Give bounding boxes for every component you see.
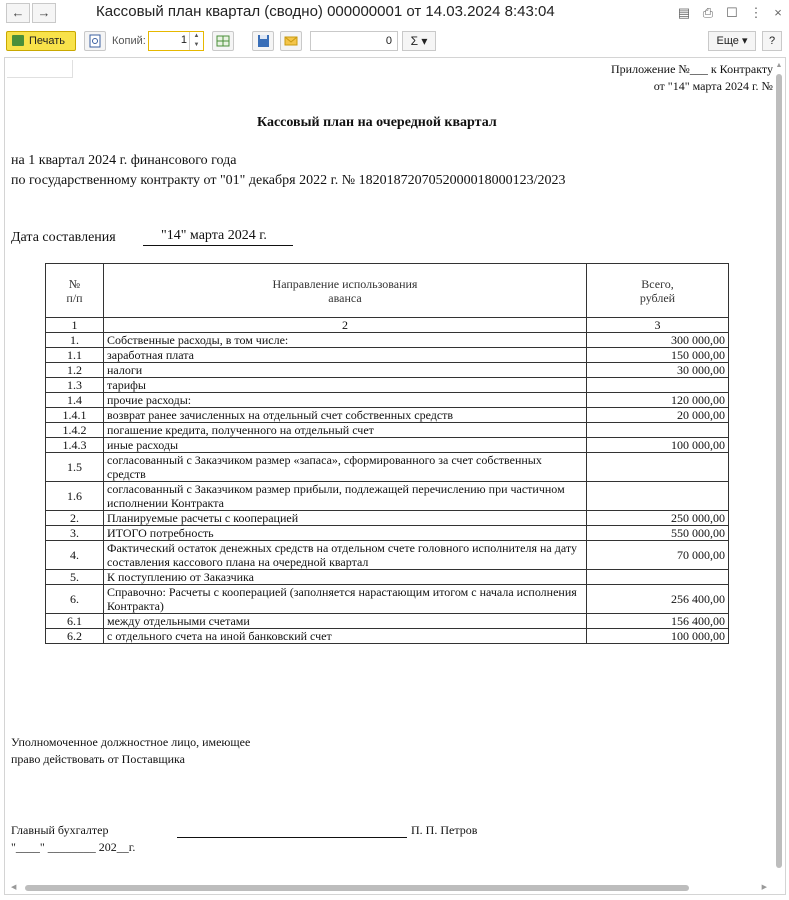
row-num: 6. [46,585,104,614]
row-sum: 120 000,00 [587,393,729,408]
table-row [46,614,729,629]
table-row [46,482,729,511]
official-line-1: Уполномоченное должностное лицо, имеющее [11,735,251,749]
row-num: 3. [46,526,104,541]
col-number-1: 1 [46,318,104,333]
row-text: Собственные расходы, в том числе: [104,333,587,348]
arrow-left-icon: ← [11,5,25,20]
magnifier-icon [85,32,105,50]
annex-line-1: Приложение №___ к Контракту [611,62,773,76]
row-sum: 256 400,00 [587,585,729,614]
row-text: Фактический остаток денежных средств на отдельном счете головного исполнителя на дату составления кассового плана на очередной квартал [104,541,587,570]
print-button[interactable] [6,31,76,51]
row-sum: 150 000,00 [587,348,729,363]
print-icon[interactable]: ⎙ [702,5,714,20]
signature-date-blank: "____" ________ 202__г. [11,840,136,854]
row-text: иные расходы [104,438,587,453]
row-num: 1.4.3 [46,438,104,453]
row-sum: 30 000,00 [587,363,729,378]
scroll-right-icon[interactable]: ▶ [761,884,767,891]
row-sum: 70 000,00 [587,541,729,570]
table-row [46,348,729,363]
row-sum [587,482,729,511]
official-line-2: право действовать от Поставщика [11,752,185,766]
table-row [46,333,729,348]
table-row [46,393,729,408]
vertical-scrollbar[interactable] [775,64,783,876]
more-button[interactable]: Еще ▾ [708,31,756,51]
header-num: № п/п [46,264,104,318]
accountant-name: П. П. Петров [411,823,478,837]
row-text: Справочно: Расчеты с кооперацией (заполняется нарастающим итогом с начала исполнения Контракта) [104,585,587,614]
table-row [46,570,729,585]
row-num: 6.2 [46,629,104,644]
floppy-icon [253,32,273,50]
date-value: "14" марта 2024 г. [161,228,267,243]
period-line: на 1 квартал 2024 г. финансового года [11,153,237,168]
save-icon[interactable]: ▤ [677,5,691,20]
row-sum [587,378,729,393]
table-row [46,378,729,393]
row-num: 1.6 [46,482,104,511]
table-grid-icon [213,32,233,50]
copies-value: 1 [180,34,187,46]
table-row [46,629,729,644]
printer-icon [12,35,24,46]
table-row [46,438,729,453]
row-sum: 100 000,00 [587,438,729,453]
row-num: 6.1 [46,614,104,629]
signature-line [177,837,407,838]
table-row [46,526,729,541]
table-row [46,408,729,423]
row-num: 1.4.2 [46,423,104,438]
toolbar [0,27,789,55]
sheet-corner [7,60,73,78]
column-number-row [46,318,729,333]
header-total: Всего, рублей [587,264,729,318]
row-text: налоги [104,363,587,378]
close-icon[interactable]: × [774,5,782,20]
window-mode-icon[interactable]: ☐ [726,5,738,20]
table-row [46,511,729,526]
header-direction: Направление использования аванса [104,264,587,318]
table-settings-button[interactable] [212,31,234,51]
date-underline [143,245,293,246]
scroll-up-icon[interactable]: ▲ [775,62,783,69]
row-num: 5. [46,570,104,585]
accountant-label: Главный бухгалтер [11,823,109,837]
row-text: возврат ранее зачисленных на отдельный счет собственных средств [104,408,587,423]
horizontal-scrollbar[interactable] [9,883,769,892]
row-text: тарифы [104,378,587,393]
row-num: 1.1 [46,348,104,363]
date-label: Дата составления [11,230,116,245]
table-header-row [46,264,729,318]
col-number-2: 2 [104,318,587,333]
row-sum: 100 000,00 [587,629,729,644]
row-text: с отдельного счета на иной банковский счет [104,629,587,644]
sum-field[interactable]: 0 [310,31,398,51]
row-num: 1.4 [46,393,104,408]
preview-button[interactable] [84,31,106,51]
table-row [46,423,729,438]
envelope-icon [281,32,301,50]
scroll-left-icon[interactable]: ◀ [11,884,17,891]
row-sum [587,453,729,482]
row-text: заработная плата [104,348,587,363]
row-num: 2. [46,511,104,526]
row-text: погашение кредита, полученного на отдельный счет [104,423,587,438]
save-file-button[interactable] [252,31,274,51]
back-button[interactable] [6,3,30,23]
row-text: согласованный с Заказчиком размер «запаса», сформированного за счет собственных средств [104,453,587,482]
table-row [46,363,729,378]
row-num: 1.4.1 [46,408,104,423]
row-num: 1.5 [46,453,104,482]
table-row [46,541,729,570]
row-text: ИТОГО потребность [104,526,587,541]
spreadsheet-document[interactable] [4,57,786,895]
row-text: Планируемые расчеты с кооперацией [104,511,587,526]
arrow-right-icon: → [37,5,51,20]
annex-line-2: от "14" марта 2024 г. № [653,79,773,93]
forward-button[interactable] [32,3,56,23]
row-sum: 250 000,00 [587,511,729,526]
row-num: 4. [46,541,104,570]
row-text: между отдельными счетами [104,614,587,629]
row-sum: 20 000,00 [587,408,729,423]
cash-plan-table [45,263,729,644]
window-title: Кассовый план квартал (сводно) 000000001 от 14.03.2024 8:43:04 [96,3,555,20]
contract-line: по государственному контракту от "01" декабря 2022 г. № 1820187207052000018000123/2023 [11,173,566,188]
row-num: 1. [46,333,104,348]
table-row [46,585,729,614]
send-email-button[interactable] [280,31,302,51]
row-num: 1.2 [46,363,104,378]
more-vertical-icon[interactable]: ⋮ [749,5,763,20]
copies-stepper[interactable]: ▲ ▼ [189,32,203,50]
print-button-label: Печать [29,35,66,47]
title-bar [0,0,789,26]
row-sum [587,570,729,585]
row-num: 1.3 [46,378,104,393]
row-sum: 300 000,00 [587,333,729,348]
row-sum: 156 400,00 [587,614,729,629]
horizontal-scroll-thumb[interactable] [25,885,689,891]
col-number-3: 3 [587,318,729,333]
row-text: К поступлению от Заказчика [104,570,587,585]
table-row [46,453,729,482]
row-text: согласованный с Заказчиком размер прибыли, подлежащей перечислению при частичном исполнении Контракта [104,482,587,511]
row-text: прочие расходы: [104,393,587,408]
document-title: Кассовый план на очередной квартал [257,115,497,130]
sum-button[interactable]: Σ ▾ [402,31,436,51]
row-sum: 550 000,00 [587,526,729,541]
copies-input[interactable] [148,31,204,51]
copies-label: Копий: [112,35,146,47]
row-sum [587,423,729,438]
help-button[interactable]: ? [762,31,782,51]
vertical-scroll-thumb[interactable] [776,74,782,868]
